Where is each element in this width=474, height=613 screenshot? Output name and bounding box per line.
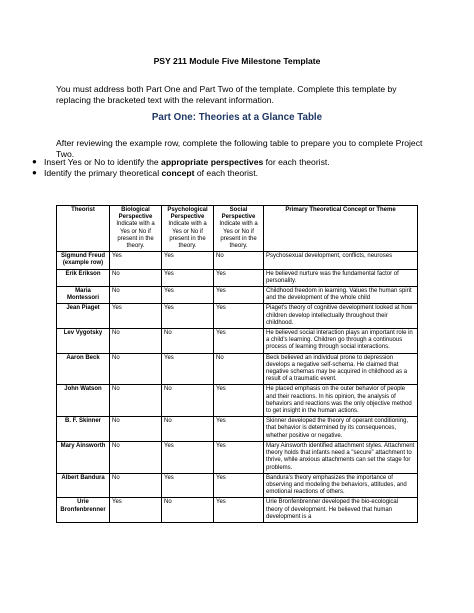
concept-cell: Skinner developed the theory of operant conditioning, that behavior is determined by its consequences, whether positive or negative. — [264, 417, 418, 442]
concept-cell: He believed nurture was the fundamental factor of personality. — [264, 269, 418, 286]
instruction-paragraph: After reviewing the example row, complete the following table to prepare you to complete Project Two. — [56, 138, 423, 159]
concept-cell: Piaget's theory of cognitive development looked at how children develop intellectually throughout their childhood. — [264, 304, 418, 329]
bullet-icon: ● — [32, 157, 37, 166]
bullet-item — [32, 157, 432, 168]
psychological-cell: No — [162, 385, 214, 417]
psychological-cell: Yes — [162, 441, 214, 473]
concept-cell: He believed social interaction plays an important role in a child's learning. Children go through a continuous process of learning through social interactions. — [264, 329, 418, 354]
social-cell: No — [214, 353, 264, 385]
concept-cell: Beck believed an individual prone to depression develops a negative self-schema. He claimed that negative schemas may be acquired in childhood as a result of a traumatic event. — [264, 353, 418, 385]
psychological-cell: Yes — [162, 473, 214, 498]
psychological-cell: Yes — [162, 269, 214, 286]
table-row — [57, 353, 418, 385]
part-one-heading: Part One: Theories at a Glance Table — [151, 112, 323, 123]
bullet-emphasis: concept — [161, 167, 195, 178]
biological-cell: Yes — [110, 498, 162, 523]
bullet-suffix: for each theorist. — [263, 157, 330, 167]
biological-cell: No — [110, 329, 162, 354]
social-cell: Yes — [214, 498, 264, 523]
header-concept: Primary Theoretical Concept or Theme — [264, 206, 418, 252]
header-psychological: Psychological Perspective Indicate with a Yes or No if present in the theory. — [162, 206, 214, 252]
theorist-cell: Erik Erikson — [57, 269, 110, 286]
bullet-prefix: Identify the primary theoretical — [44, 167, 162, 178]
psychological-cell: Yes — [162, 353, 214, 385]
bullet-icon: ● — [32, 167, 37, 177]
bullet-suffix: of each theorist. — [194, 167, 259, 178]
social-cell: Yes — [214, 417, 264, 442]
bullet-prefix: Insert Yes or No to identify the — [44, 157, 162, 167]
concept-cell: Urie Bronfenbrenner developed the bio-ecological theory of development. He believed that human development is a — [264, 498, 418, 523]
table-row — [57, 269, 418, 286]
theories-table — [56, 205, 418, 523]
header-biological: Biological Perspective Indicate with a Yes or No if present in the theory. — [110, 206, 162, 252]
biological-cell: No — [110, 287, 162, 304]
psychological-cell: Yes — [162, 304, 214, 329]
social-cell: Yes — [214, 329, 264, 354]
bullet-text — [44, 168, 258, 179]
table-body — [57, 252, 418, 523]
table-row — [57, 252, 418, 269]
biological-cell: No — [110, 385, 162, 417]
table-header-row — [57, 206, 418, 252]
biological-cell: No — [110, 417, 162, 442]
theorist-cell: Lev Vygotsky — [57, 329, 110, 354]
document-title: PSY 211 Module Five Milestone Template — [153, 56, 321, 66]
theorist-cell: Aaron Beck — [57, 353, 110, 385]
biological-cell: No — [110, 441, 162, 473]
psychological-cell: Yes — [162, 287, 214, 304]
social-cell: Yes — [214, 473, 264, 498]
header-social: Social Perspective Indicate with a Yes or No if present in the theory. — [214, 206, 264, 252]
concept-cell: Bandura's theory emphasizes the importance of observing and modeling the behaviors, attitudes, and emotional reactions of others. — [264, 473, 418, 498]
header-theorist: Theorist — [57, 206, 110, 252]
biological-cell: Yes — [110, 304, 162, 329]
bullet-emphasis: appropriate perspectives — [161, 157, 264, 167]
social-cell: Yes — [214, 441, 264, 473]
social-cell: Yes — [214, 287, 264, 304]
concept-cell: Psychosexual development, conflicts, neuroses — [264, 252, 418, 269]
intro-paragraph: You must address both Part One and Part Two of the template. Complete this template by replacing the bracketed text with the relevant information. — [56, 84, 397, 105]
social-cell: Yes — [214, 304, 264, 329]
bullet-item — [32, 168, 432, 179]
table-row — [57, 304, 418, 329]
social-cell: Yes — [214, 269, 264, 286]
psychological-cell: No — [162, 498, 214, 523]
theorist-cell: Albert Bandura — [57, 473, 110, 498]
social-cell: No — [214, 252, 264, 269]
table-row — [57, 385, 418, 417]
biological-cell: Yes — [110, 252, 162, 269]
theorist-cell: Urie Bronfenbrenner — [57, 498, 110, 523]
table-row — [57, 498, 418, 523]
instruction-bullets — [32, 157, 432, 178]
psychological-cell: No — [162, 329, 214, 354]
biological-cell: No — [110, 269, 162, 286]
theorist-cell: Mary Ainsworth — [57, 441, 110, 473]
psychological-cell: No — [162, 417, 214, 442]
biological-cell: No — [110, 353, 162, 385]
theorist-cell: B. F. Skinner — [57, 417, 110, 442]
theorist-cell: Sigmund Freud (example row) — [57, 252, 110, 269]
concept-cell: Childhood freedom in learning. Values the human spirit and the development of the whole child — [264, 287, 418, 304]
concept-cell: Mary Ainsworth identified attachment styles. Attachment theory holds that infants need a "secure" attachment to thrive, while anxious attachments can set the stage for problems. — [264, 441, 418, 473]
bullet-text — [44, 157, 330, 168]
table-row — [57, 287, 418, 304]
concept-cell: He placed emphasis on the outer behavior of people and their reactions. In his opinion, the analysis of behaviors and reactions was the only objective method to get insight in the human actions. — [264, 385, 418, 417]
table-row — [57, 441, 418, 473]
theorist-cell: Maria Montessori — [57, 287, 110, 304]
psychological-cell: Yes — [162, 252, 214, 269]
theorist-cell: John Watson — [57, 385, 110, 417]
table-row — [57, 417, 418, 442]
biological-cell: No — [110, 473, 162, 498]
social-cell: Yes — [214, 385, 264, 417]
table-row — [57, 329, 418, 354]
table-row — [57, 473, 418, 498]
theorist-cell: Jean Piaget — [57, 304, 110, 329]
